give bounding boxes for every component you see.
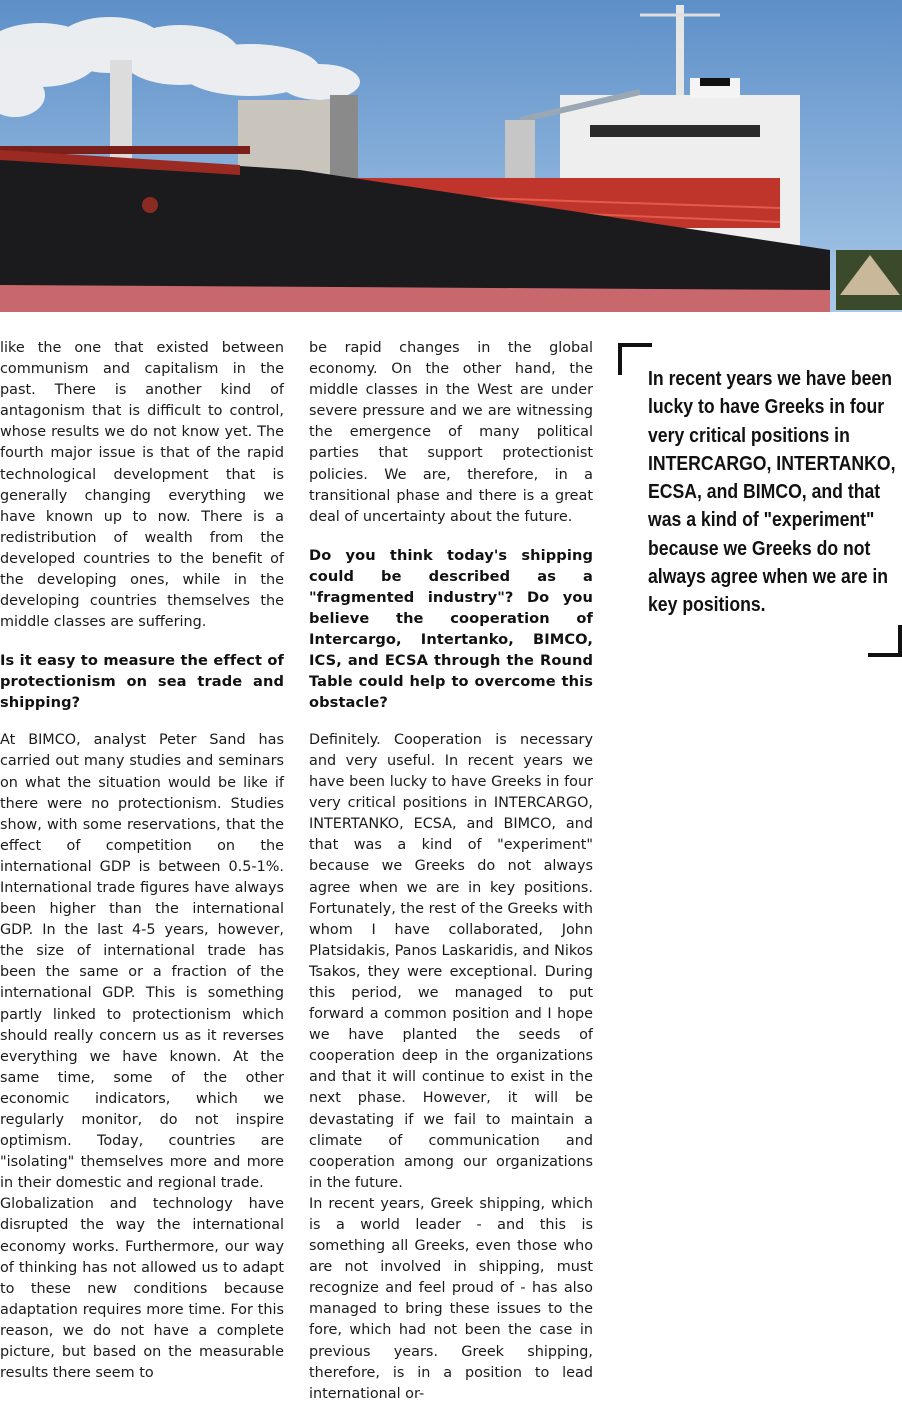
article-column-middle [309,338,593,1405]
article-column-left [0,338,284,1384]
corner-bracket-bottom-right [868,625,902,657]
paragraph: At BIMCO, analyst Peter Sand has carried out many studies and seminars on what the situation would be like if there were no protectionism. Studies show, with some reservations, that the effect of competition on the international GDP is between 0.5-1%. International trade figures have always been higher than the international GDP. In the last 4-5 years, however, the size of international trade has been the same or a fraction of the international GDP. This is something partly linked to protectionism which should really concern us as it reverses everything we have known. At the same time, some of the other economic indicators, which we regularly monitor, do not inspire optimism. Today, countries are "isolating" themselves more and more in their domestic and regional trade. [0,732,284,1192]
paragraph: like the one that existed between communism and capitalism in the past. There is another kind of antagonism that is difficult to control, whose results we do not know yet. The fourth major issue is that of the rapid technological development that is generally changing everything we have known up to now. There is a redistribution of wealth from the developed countries to the benefit of the developing ones, while in the developing countries themselves the middle classes are suffering. [0,340,284,631]
paragraph: Globalization and technology have disrupted the way the international economy works. Furthermore, our way of thinking has not allowed us to adapt to these new conditions because adaptation requires more time. For this reason, we do not have a complete picture, but based on the measurable results there seem to [0,1196,284,1382]
pull-quote-text: In recent years we have been lucky to have Greeks in four very critical positions in INTERCARGO, INTERTANKO, ECSA, and BIMCO, and that was a kind of "experiment" because we Greeks do not always agree when we are in key positions. [648,367,896,617]
corner-bracket-top-left [618,343,652,375]
tanker-ship-photo [0,0,902,312]
paragraph: Definitely. Cooperation is necessary and very useful. In recent years we have been lucky to have Greeks in four very critical positions in INTERCARGO, INTERTANKO, ECSA, and BIMCO, and that was a kind of "experiment" because we Greeks do not always agree when we are in key positions. Fortunately, the rest of the Greeks with whom I have collaborated, John Platsidakis, Panos Laskaridis, and Nikos Tsakos, they were exceptional. During this period, we managed to put forward a common position and I hope we have planted the seeds of cooperation deep in the organizations and that it will continue to exist in the next phase. However, it will be devastating if we fail to maintain a climate of communication and cooperation among our organizations in the future. [309,731,593,1191]
interview-question: Is it easy to measure the effect of protectionism on sea trade and shipping? [0,652,284,712]
interview-question: Do you think today's shipping could be described as a "fragmented industry"? Do you believe the cooperation of Intercargo, Intertanko, BIMCO, ICS, and ECSA through the Round Table could help to overcome this obstacle? [309,546,593,711]
pull-quote [618,343,902,657]
paragraph: be rapid changes in the global economy. On the other hand, the middle classes in the West are under severe pressure and we are witnessing the emergence of many political parties that support protectionist policies. We are, therefore, in a transitional phase and there is a great deal of uncertainty about the future. [309,340,593,525]
paragraph: In recent years, Greek shipping, which is a world leader - and this is something all Greeks, even those who are not involved in shipping, must recognize and feel proud of - has also managed to bring these issues to the fore, which had not been the case in previous years. Greek shipping, therefore, is in a position to lead international or- [309,1195,593,1402]
